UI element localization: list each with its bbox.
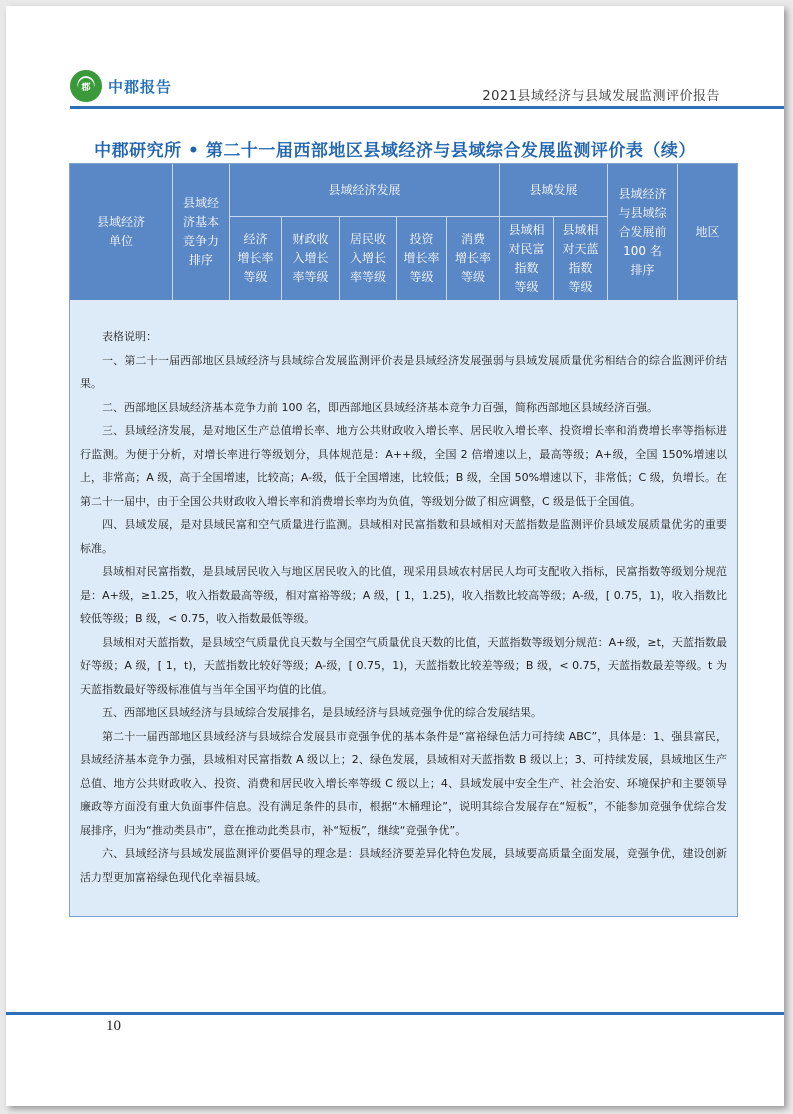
note-paragraph: 三、县域经济发展，是对地区生产总值增长率、地方公共财政收入增长率、居民收入增长率、投资增长率和消费增长率等指标进行监测。为便于分析，对增长率进行等级划分，具体规范是：A++级，全国 2 倍增速以上，最高等级；A+级，全国 150%增速以上，非常高；A 级，高于全国增速，比较高；A-级，低于全国增速，比较低；B 级，全国 50%增速以下，非常低；C 级，负增长。在第二十一届中，由于全国公共财政收入增长率和消费增长率均为负值，等级划分做了相应调整，C 级是低于全国值。 <box>80 424 727 508</box>
col-econ-growth: 经济 增长率 等级 <box>230 217 282 300</box>
col-group-econ: 县域经济发展 <box>230 164 500 217</box>
logo-mark: 郡 <box>78 78 94 94</box>
col-group-dev: 县域发展 <box>500 164 608 217</box>
col-rank: 县域经 济基本 竞争力 排序 <box>173 164 230 300</box>
note-paragraph: 五、西部地区县域经济与县域综合发展排名，是县域经济与县域竞强争优的综合发展结果。 <box>102 706 542 719</box>
col-unit: 县域经济 单位 <box>70 164 173 300</box>
col-invest-growth: 投资 增长率 等级 <box>397 217 447 300</box>
col-income-growth: 居民收 入增长 率等级 <box>340 217 397 300</box>
logo <box>70 70 172 102</box>
note-paragraph: 第二十一届西部地区县域经济与县域综合发展县市竞强争优的基本条件是“富裕绿色活力可持续 ABC”，具体是：1、强县富民，县域经济基本竞争力强，县域相对民富指数 A 级以上；2、绿色发展，县域相对天蓝指数 B 级以上；3、可持续发展，县域地区生产总值、地方公共财政收入、投资、消费和居民收入增长率等级 C 级以上；4、县域发展中安全生产、社会治安、环境保护和主要领导廉政等方面没有重大负面事件信息。没有满足条件的县市，根据“木桶理论”，说明其综合发展存在“短板”，不能参加竞强争优综合发展排序，归为“推动类县市”，意在推动此类县市，补“短板”，继续“竞强争优”。 <box>80 729 727 837</box>
notes-heading: 表格说明： <box>102 330 157 343</box>
note-paragraph: 六、县域经济与县域发展监测评价要倡导的理念是：县域经济要差异化特色发展，县域要高质量全面发展，竞强争优，建设创新活力型更加富裕绿色现代化幸福县域。 <box>80 847 727 884</box>
page-header <box>6 6 784 116</box>
evaluation-table <box>69 163 738 917</box>
page <box>6 6 784 1106</box>
note-paragraph: 四、县域发展，是对县域民富和空气质量进行监测。县域相对民富指数和县域相对天蓝指数是监测评价县域发展质量优劣的重要标准。 <box>80 518 727 555</box>
col-fiscal-growth: 财政收 入增长 率等级 <box>282 217 340 300</box>
table-title: 中郡研究所 • 第二十一届西部地区县域经济与县域综合发展监测评价表（续） <box>94 141 696 161</box>
col-bluesky-index: 县域相 对天蓝 指数 等级 <box>554 217 608 300</box>
table-notes <box>70 301 737 916</box>
logo-emblem-icon <box>70 70 102 102</box>
header-rule <box>70 106 784 109</box>
col-wealth-index: 县域相 对民富 指数 等级 <box>500 217 554 300</box>
page-number: 10 <box>106 1018 121 1034</box>
note-paragraph: 县域相对民富指数，是县域居民收入与地区居民收入的比值，现采用县域农村居民人均可支配收入指标，民富指数等级划分规范是：A+级，≥1.25，收入指数最高等级，相对富裕等级；A 级，[ 1，1.25)，收入指数比较高等级；A-级，[ 0.75，1)，收入指数比较低等级；B 级，< 0.75，收入指数最低等级。 <box>80 565 727 625</box>
note-paragraph: 二、西部地区县域经济基本竞争力前 100 名，即西部地区县域经济基本竞争力百强，简称西部地区县域经济百强。 <box>102 400 658 414</box>
logo-text: 中郡报告 <box>108 77 173 96</box>
col-consume-growth: 消费 增长率 等级 <box>447 217 500 300</box>
footer-rule <box>6 1012 784 1015</box>
col-region: 地区 <box>695 224 720 239</box>
note-paragraph: 县域相对天蓝指数，是县域空气质量优良天数与全国空气质量优良天数的比值，天蓝指数等级划分规范：A+级，≥t，天蓝指数最好等级；A 级，[ 1，t)，天蓝指数比较好等级；A-级，[ 0.75，1)，天蓝指数比较差等级；B 级，< 0.75，天蓝指数最差等级。t 为天蓝指数最好等级标准值与当年全国平均值的比值。 <box>80 635 727 696</box>
report-title: 2021县域经济与县域发展监测评价报告 <box>482 89 720 104</box>
note-paragraph: 一、第二十一届西部地区县域经济与县域综合发展监测评价表是县域经济发展强弱与县域发展质量优劣相结合的综合监测评价结果。 <box>80 353 727 390</box>
col-top100: 县域经济 与县域综 合发展前 100 名 排序 <box>608 164 678 300</box>
table-header <box>70 164 737 300</box>
